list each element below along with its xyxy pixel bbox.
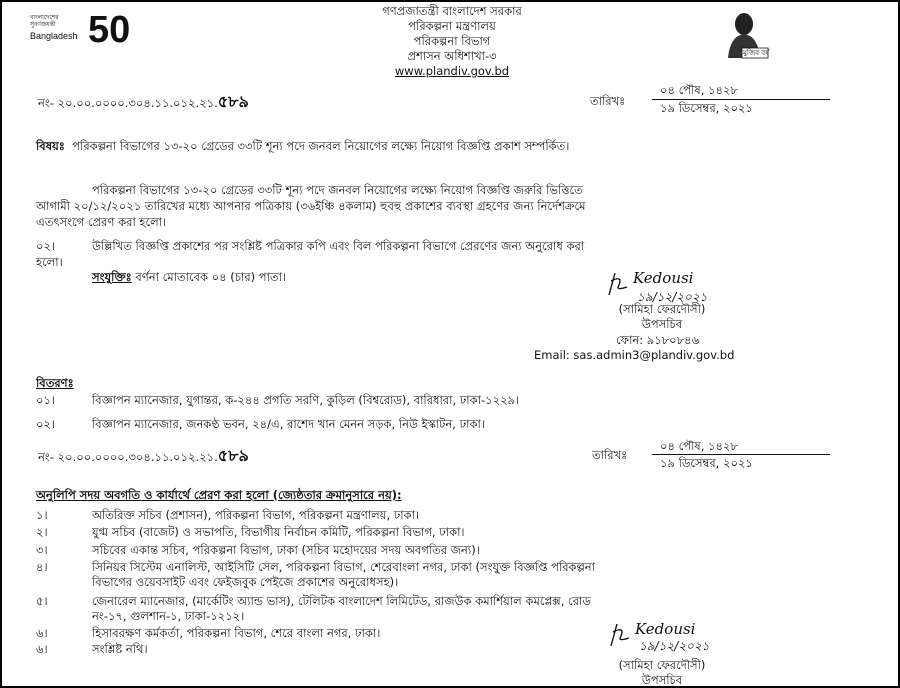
para1-line2: আগামী ২০/১২/২০২১ তারিখের মধ্যে আপনার পত্রিকায় (৩৬ইঞ্চি ৪কলাম) হুবহু প্রকাশের ব্যবস্থা গ্রহণের জন্য নির্দেশক্রমে xyxy=(36,199,586,213)
distribution-item-1-number: ০১। xyxy=(36,393,56,407)
distribution-label: বিতরণঃ xyxy=(36,376,74,390)
attachment xyxy=(92,270,286,285)
logo-right-text: মুজিব বর্ষ xyxy=(743,49,770,57)
signatory-phone: ফোন: ৯১৮০৮৪৬ xyxy=(616,333,700,347)
memo-number-handwritten: ৫৮৯ xyxy=(217,92,249,111)
copy-item-1-number: ১। xyxy=(36,508,48,522)
copy-item-5-line-1: জেনারেল ম্যানেজার, (মার্কেটিং অ্যান্ড ভাস), টেলিটক বাংলাদেশ লিমিটেড, রাজউক কমার্শিয়াল কমপ্লেক্স, রোড xyxy=(92,594,591,608)
signature-2-name: Kedousi xyxy=(635,620,696,638)
copy-item-7-number: ৬। xyxy=(36,642,48,656)
attachment-text: বর্ণনা মোতাবেক ০৪ (চার) পাতা। xyxy=(135,270,287,284)
memo-number-2: নং- ২০.০০.০০০০.৩০৪.১১.০১২.২১.৫৮৯ xyxy=(38,446,249,465)
signature-2 xyxy=(597,618,767,658)
subject xyxy=(36,139,569,154)
distribution-item-1: বিজ্ঞাপন ম্যানেজার, যুগান্তর, ক-২৪৪ প্রগতি সরণি, কুড়িল (বিশ্বরোড), বারিধারা, ঢাকা-১২২৯। xyxy=(92,393,520,407)
copy-item-6: হিসাবরক্ষণ কর্মকর্তা, পরিকল্পনা বিভাগ, শেরে বাংলা নগর, ঢাকা। xyxy=(92,626,381,640)
memo-number-2-handwritten: ৫৮৯ xyxy=(217,446,249,465)
para1-line1: পরিকল্পনা বিভাগের ১৩-২০ গ্রেডের ৩৩টি শূন্য পদে জনবল নিয়োগের লক্ষ্যে নিয়োগ বিজ্ঞপ্তি জরুরি ভিত্তিতে xyxy=(92,183,583,197)
signature-1-name: Kedousi xyxy=(633,269,694,287)
signature-2-date: ১৯/১২/২০২১ xyxy=(639,639,710,653)
distribution-item-2: বিজ্ঞাপন ম্যানেজার, জনকণ্ঠ ভবন, ২৪/এ, রাশেদ খান মেনন সড়ক, নিউ ইস্কাটন, ঢাকা। xyxy=(92,417,485,431)
svg-text:সুবর্ণজয়ন্তী: সুবর্ণজয়ন্তী xyxy=(30,21,56,28)
bangladesh-50-logo xyxy=(28,6,138,48)
para1-line3: এতৎসংগে প্রেরণ করা হলো। xyxy=(36,215,167,229)
copy-item-5-number: ৫। xyxy=(36,594,48,608)
signatory-designation: উপসচিব xyxy=(641,317,683,331)
logo-left-number: 50 xyxy=(88,9,131,48)
date-gregorian-2: ১৯ ডিসেম্বর, ২০২১ xyxy=(660,456,753,470)
attachment-label: সংযুক্তিঃ xyxy=(92,270,132,284)
mujib-borsho-logo xyxy=(714,8,774,68)
memo-number: নং- ২০.০০.০০০০.৩০৪.১১.০১২.২১.৫৮৯ xyxy=(38,92,249,111)
signatory-name: (সামিহা ফেরদৌসী) xyxy=(618,302,706,316)
date-divider xyxy=(652,99,830,100)
header-line-4: প্রশাসন অধিশাখা-৩ xyxy=(407,49,497,63)
copy-item-3: সচিবের একান্ত সচিব, পরিকল্পনা বিভাগ, ঢাকা (সচিব মহোদয়ের সদয় অবগতির জন্য)। xyxy=(92,543,480,557)
copy-item-6-number: ৬। xyxy=(36,626,48,640)
copy-item-3-number: ৩। xyxy=(36,543,48,557)
header-line-3: পরিকল্পনা বিভাগ xyxy=(413,34,491,48)
date-divider-2 xyxy=(652,454,830,455)
website-link[interactable]: www.plandiv.gov.bd xyxy=(394,64,510,78)
signature-1 xyxy=(597,267,767,307)
copy-item-5-line-2: নং-১৭, গুলশান-১, ঢাকা-১২১২। xyxy=(92,609,245,623)
copy-item-4-line-2: বিভাগের ওয়েবসাইট এবং ফেইজবুক পেইজে প্রকাশের অনুরোধসহ)। xyxy=(92,575,399,589)
signatory-email: Email: sas.admin3@plandiv.gov.bd xyxy=(534,348,735,362)
copy-item-7: সংশ্লিষ্ট নথি। xyxy=(92,642,148,656)
date-bangla-2: ০৪ পৌষ, ১৪২৮ xyxy=(660,439,738,453)
copy-item-1: অতিরিক্ত সচিব (প্রশাসন), পরিকল্পনা বিভাগ, পরিকল্পনা মন্ত্রণালয়, ঢাকা। xyxy=(92,508,420,522)
svg-text:বাংলাদেশের: বাংলাদেশের xyxy=(30,14,59,21)
signature-1-date: ১৯/১২/২০২১ xyxy=(637,290,708,304)
header-line-2: পরিকল্পনা মন্ত্রণালয় xyxy=(408,19,496,33)
para2-line1: উল্লিখিত বিজ্ঞপ্তি প্রকাশের পর সংশ্লিষ্ট পত্রিকার কপি এবং বিল পরিকল্পনা বিভাগে প্রেরণের জন্য অনুরোধ করা xyxy=(92,239,585,253)
date-bangla: ০৪ পৌষ, ১৪২৮ xyxy=(660,83,738,97)
copy-item-4-line-1: সিনিয়র সিস্টেম এনালিস্ট, আইসিটি সেল, পরিকল্পনা বিভাগ, শেরেবাংলা নগর, ঢাকা (সংযুক্ত বিজ্ঞপ্তি পরিকল্পনা xyxy=(92,560,595,574)
subject-label: বিষয়ঃ xyxy=(36,139,65,153)
subject-text: পরিকল্পনা বিভাগের ১৩-২০ গ্রেডের ৩৩টি শূন্য পদে জনবল নিয়োগের লক্ষ্যে নিয়োগ বিজ্ঞপ্তি প্রকাশ সম্পর্কিত। xyxy=(72,139,570,153)
copies-heading: অনুলিপি সদয় অবগতি ও কার্যার্থে প্রেরণ করা হলো (জ্যেষ্ঠতার ক্রমানুসারে নয়): xyxy=(36,488,402,502)
signatory-2-designation: উপসচিব xyxy=(641,673,683,687)
date-gregorian: ১৯ ডিসেম্বর, ২০২১ xyxy=(660,101,753,115)
date-label: তারিখঃ xyxy=(590,94,626,108)
para2-line2: হলো। xyxy=(36,255,63,269)
copy-item-4-number: ৪। xyxy=(36,560,48,574)
signatory-2-name: (সামিহা ফেরদৌসী) xyxy=(618,658,706,672)
date-label-2: তারিখঃ xyxy=(592,448,628,462)
distribution-item-2-number: ০২। xyxy=(36,417,56,431)
copy-item-2-number: ২। xyxy=(36,525,48,539)
para2-number: ০২। xyxy=(36,239,56,253)
copy-item-2: যুগ্ম সচিব (বাজেট) ও সভাপতি, বিভাগীয় নির্বাচন কমিটি, পরিকল্পনা বিভাগ, ঢাকা। xyxy=(92,525,465,539)
header-line-1: গণপ্রজাতন্ত্রী বাংলাদেশ সরকার xyxy=(382,4,522,18)
logo-left-text: Bangladesh xyxy=(30,31,78,41)
